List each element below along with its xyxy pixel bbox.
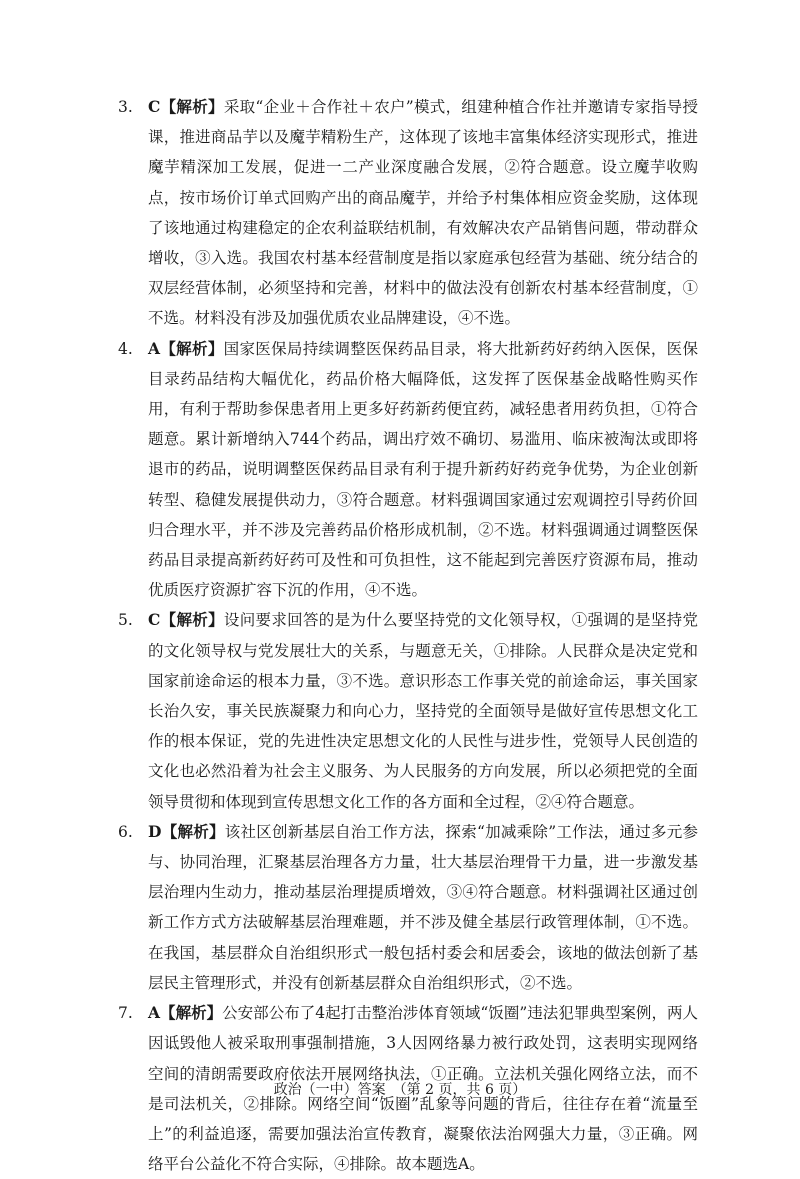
answer-item-4 (118, 334, 698, 606)
answer-item-3 (118, 92, 698, 334)
analysis-label: 【解析】 (160, 610, 224, 630)
analysis-text: 该社区创新基层自治工作方法，探索“加减乘除”工作法，通过多元参与、协同治理，汇聚基层治理各方力量，壮大基层治理骨干力量，进一步激发基层治理内生动力，推动基层治理提质增效，③④符合题意。材料强调社区通过创新工作方式方法破解基层治理难题，并不涉及健全基层行政管理体制，①不选。在我国，基层群众自治组织形式一般包括村委会和居委会，该地的做法创新了基层民主管理形式，并没有创新基层群众自治组织形式，②不选。 (148, 822, 698, 992)
answer-letter: A (148, 1003, 161, 1023)
item-number: 3. (118, 98, 133, 116)
item-body (148, 605, 698, 816)
item-number: 4. (118, 339, 133, 358)
page-footer: 政治（一中）答案 （第 2 页，共 6 页） (273, 1082, 527, 1098)
analysis-label: 【解析】 (160, 97, 224, 116)
answer-letter: C (148, 97, 161, 116)
item-body (148, 334, 698, 606)
analysis-text: 公安部公布了4起打击整治涉体育领域“饭圈”违法犯罪典型案例，两人因诋毁他人被采取刑事强制措施，3人因网络暴力被行政处罚，这表明实现网络空间的清朗需要政府依法开展网络执法，①正确。立法机关强化网络立法，而不是司法机关，②排除。网络空间“饭圈”乱象等问题的背后，往往存在着“流量至上”的利益追逐，需要加强法治宣传教育，凝聚依法治网强大力量，③正确。网络平台公益化不符合实际，④排除。故本题选A。 (148, 1004, 698, 1174)
item-number: 6. (118, 822, 133, 841)
answer-letter: C (148, 610, 161, 630)
answer-item-6 (118, 817, 698, 998)
answer-letter: D (148, 821, 162, 841)
answer-item-5 (118, 605, 698, 816)
item-body (148, 817, 698, 998)
item-number: 7. (118, 1004, 133, 1023)
analysis-text: 采取“企业＋合作社＋农户”模式，组建种植合作社并邀请专家指导授课，推进商品芋以及魔芋精粉生产，这体现了该地丰富集体经济实现形式，推进魔芋精深加工发展，促进一二产业深度融合发展，②符合题意。设立魔芋收购点，按市场价订单式回购产出的商品魔芋，并给予村集体相应资金奖励，这体现了该地通过构建稳定的企农利益联结机制，有效解决农产品销售问题，带动群众增收，③入选。我国农村基本经营制度是指以家庭承包经营为基础、统分结合的双层经营体制，必须坚持和完善，材料中的做法没有创新农村基本经营制度，①不选。材料没有涉及加强优质农业品牌建设，④不选。 (148, 98, 698, 328)
item-number: 5. (118, 611, 133, 630)
analysis-label: 【解析】 (160, 1003, 223, 1023)
answer-letter: A (148, 338, 161, 358)
analysis-text: 国家医保局持续调整医保药品目录，将大批新药好药纳入医保，医保目录药品结构大幅优化，药品价格大幅降低，这发挥了医保基金战略性购买作用，有利于帮助参保患者用上更多好药新药便宜药，减轻患者用药负担，①符合题意。累计新增纳入744个药品，调出疗效不确切、易滥用、临床被淘汰或即将退市的药品，说明调整医保药品目录有利于提升新药好药竞争优势，为企业创新转型、稳健发展提供动力，③符合题意。材料强调国家通过宏观调控引导药价回归合理水平，并不涉及完善药品价格形成机制，②不选。材料强调通过调整医保药品目录提高新药好药可及性和可负担性，这不能起到完善医疗资源布局，推动优质医疗资源扩容下沉的作用，④不选。 (148, 339, 698, 600)
analysis-text: 设问要求回答的是为什么要坚持党的文化领导权，①强调的是坚持党的文化领导权与党发展壮大的关系，与题意无关，①排除。人民群众是决定党和国家前途命运的根本力量，③不选。意识形态工作事关党的前途命运，事关国家长治久安，事关民族凝聚力和向心力，坚持党的全面领导是做好宣传思想文化工作的根本保证，党的先进性决定思想文化的人民性与进步性，党领导人民创造的文化也必然沿着为社会主义服务、为人民服务的方向发展，所以必须把党的全面领导贯彻和体现到宣传思想文化工作的各方面和全过程，②④符合题意。 (148, 611, 698, 811)
analysis-label: 【解析】 (160, 338, 224, 358)
analysis-label: 【解析】 (161, 821, 225, 841)
answer-list (118, 92, 698, 1179)
item-body (148, 92, 698, 334)
